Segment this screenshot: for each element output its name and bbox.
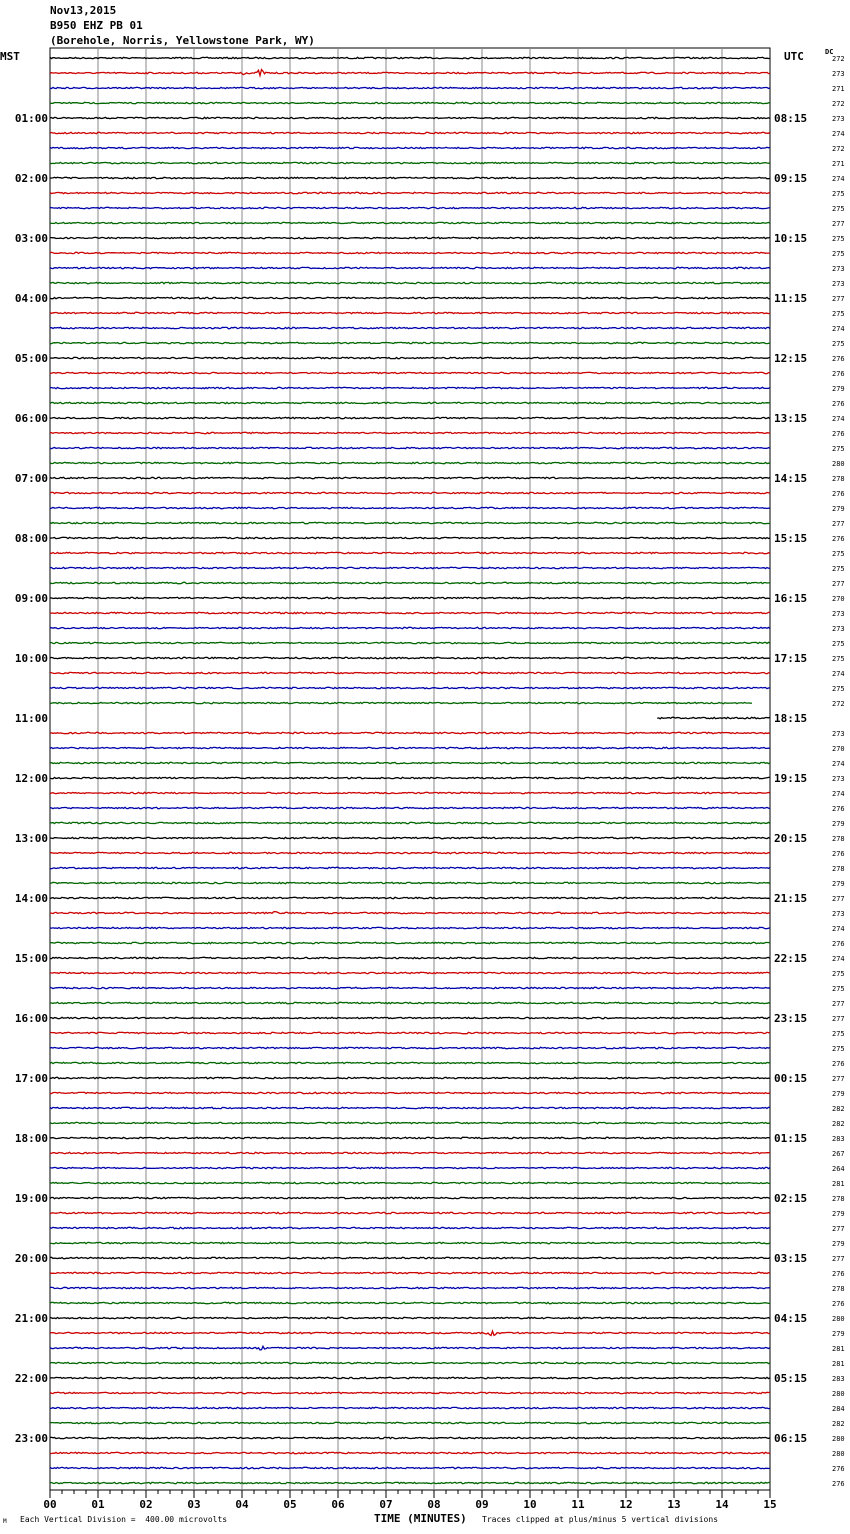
dc-offset-label: 277: [832, 1225, 845, 1233]
trace-line: [50, 522, 770, 523]
trace-line: [50, 132, 770, 133]
trace-line: [50, 1407, 770, 1408]
dc-offset-label: 274: [832, 130, 845, 138]
hour-label-right: 02:15: [774, 1192, 808, 1205]
trace-line: [50, 1152, 770, 1153]
trace-line: [50, 1287, 770, 1288]
dc-offset-label: 277: [832, 1000, 845, 1008]
trace-line: [50, 207, 770, 208]
trace-line: [50, 492, 770, 493]
hour-label-right: 05:15: [774, 1372, 808, 1385]
trace-line: [50, 1362, 770, 1363]
dc-offset-label: 273: [832, 115, 845, 123]
trace-line: [50, 1017, 770, 1018]
trace-line: [50, 147, 770, 148]
hour-label-left: 15:00: [14, 952, 48, 965]
hour-label-left: 19:00: [14, 1192, 48, 1205]
dc-offset-label: 275: [832, 640, 845, 648]
scale-note: Each Vertical Division = 400.00 microvolts: [20, 1515, 228, 1524]
dc-offset-label: 274: [832, 670, 845, 678]
hour-label-left: 10:00: [14, 652, 48, 665]
x-tick-label: 14: [715, 1498, 729, 1511]
trace-line: [50, 267, 770, 268]
dc-offset-label: 278: [832, 865, 845, 873]
trace-line: [50, 1137, 770, 1138]
hour-label-right: 00:15: [774, 1072, 808, 1085]
dc-offset-label: 282: [832, 1420, 845, 1428]
trace-line: [50, 312, 770, 313]
corner-mark: M: [3, 1518, 7, 1525]
dc-offset-label: 281: [832, 1180, 845, 1188]
x-tick-label: 11: [571, 1498, 585, 1511]
trace-line: [50, 222, 770, 223]
trace-line: [50, 1032, 770, 1033]
dc-offset-label: 277: [832, 295, 845, 303]
dc-offset-label: 273: [832, 775, 845, 783]
hour-label-left: 07:00: [14, 472, 48, 485]
trace-line: [50, 237, 770, 238]
trace-line: [50, 957, 770, 958]
trace-line: [50, 777, 770, 778]
trace-line: [50, 792, 770, 793]
trace-line: [50, 1272, 770, 1273]
x-tick-label: 09: [475, 1498, 489, 1511]
dc-offset-label: 275: [832, 655, 845, 663]
dc-offset-label: 267: [832, 1150, 845, 1158]
x-tick-label: 05: [283, 1498, 297, 1511]
dc-offset-label: 272: [832, 55, 845, 63]
dc-offset-label: 281: [832, 1360, 845, 1368]
trace-line: [50, 117, 770, 118]
dc-offset-label: 276: [832, 535, 845, 543]
dc-offset-label: 276: [832, 1270, 845, 1278]
hour-label-right: 09:15: [774, 172, 808, 185]
dc-offset-label: 271: [832, 160, 845, 168]
hour-label-right: 14:15: [774, 472, 808, 485]
hour-label-left: 22:00: [14, 1372, 48, 1385]
dc-offset-label: 273: [832, 625, 845, 633]
trace-line: [50, 732, 770, 733]
x-tick-label: 13: [667, 1498, 681, 1511]
hour-label-left: 23:00: [14, 1432, 48, 1445]
dc-offset-label: 276: [832, 1480, 845, 1488]
dc-offset-label: 279: [832, 1090, 845, 1098]
trace-line: [50, 357, 770, 358]
hour-label-left: 13:00: [14, 832, 48, 845]
dc-column-label: DC: [825, 48, 834, 56]
hour-label-right: 06:15: [774, 1432, 808, 1445]
x-tick-label: 06: [331, 1498, 345, 1511]
trace-line: [50, 1392, 770, 1393]
hour-label-right: 20:15: [774, 832, 808, 845]
trace-line: [50, 762, 770, 763]
trace-line: [50, 582, 770, 583]
dc-offset-label: 277: [832, 580, 845, 588]
x-tick-label: 00: [43, 1498, 57, 1511]
trace-line: [50, 672, 770, 673]
hour-label-left: 04:00: [14, 292, 48, 305]
trace-line: [50, 1182, 770, 1183]
dc-offset-label: 272: [832, 700, 845, 708]
trace-line: [50, 822, 770, 823]
dc-offset-label: 279: [832, 1210, 845, 1218]
trace-line: [50, 1077, 770, 1078]
trace-line: [50, 372, 770, 373]
trace-line: [50, 1227, 770, 1228]
station-code: B950 EHZ PB 01: [50, 19, 143, 32]
dc-offset-label: 276: [832, 490, 845, 498]
trace-line: [50, 1122, 770, 1123]
trace-line: [50, 417, 770, 418]
dc-offset-label: 274: [832, 925, 845, 933]
dc-offset-label: 278: [832, 1195, 845, 1203]
hour-label-right: 04:15: [774, 1312, 808, 1325]
trace-line: [50, 57, 770, 58]
hour-label-right: 15:15: [774, 532, 808, 545]
dc-offset-label: 282: [832, 1105, 845, 1113]
x-tick-label: 08: [427, 1498, 441, 1511]
dc-offset-label: 276: [832, 355, 845, 363]
trace-line: [50, 1212, 770, 1213]
trace-line: [50, 1047, 770, 1048]
chart-date: Nov13,2015: [50, 4, 117, 17]
trace-line: [50, 612, 770, 613]
dc-offset-label: 277: [832, 1255, 845, 1263]
trace-line: [50, 1377, 770, 1378]
trace-line: [50, 852, 770, 853]
hour-label-left: 03:00: [14, 232, 48, 245]
trace-line: [50, 1302, 770, 1303]
trace-line: [50, 1437, 770, 1438]
dc-offset-label: 272: [832, 145, 845, 153]
dc-offset-label: 282: [832, 1120, 845, 1128]
trace-line: [50, 162, 770, 163]
dc-offset-label: 264: [832, 1165, 845, 1173]
dc-offset-label: 276: [832, 805, 845, 813]
trace-line: [50, 1092, 770, 1093]
dc-offset-label: 283: [832, 1135, 845, 1143]
trace-line: [50, 1422, 770, 1423]
hour-label-left: 06:00: [14, 412, 48, 425]
trace-line: [50, 702, 752, 703]
trace-line: [50, 1242, 770, 1243]
dc-offset-label: 275: [832, 310, 845, 318]
trace-line: [50, 462, 770, 463]
dc-offset-label: 275: [832, 970, 845, 978]
trace-line: [50, 432, 770, 433]
hour-label-right: 21:15: [774, 892, 808, 905]
trace-line: [50, 342, 770, 343]
trace-line: [50, 87, 770, 88]
hour-label-left: 01:00: [14, 112, 48, 125]
trace-line: [50, 1452, 770, 1453]
dc-offset-label: 274: [832, 175, 845, 183]
dc-offset-label: 277: [832, 1015, 845, 1023]
dc-offset-label: 279: [832, 820, 845, 828]
dc-offset-label: 275: [832, 205, 845, 213]
trace-line: [50, 282, 770, 283]
clip-note: Traces clipped at plus/minus 5 vertical divisions: [482, 1515, 719, 1524]
hour-label-right: 13:15: [774, 412, 808, 425]
trace-line: [50, 1317, 770, 1318]
dc-offset-label: 276: [832, 400, 845, 408]
dc-offset-label: 280: [832, 460, 845, 468]
trace-line: [50, 927, 770, 928]
dc-offset-label: 277: [832, 220, 845, 228]
dc-offset-label: 280: [832, 1450, 845, 1458]
dc-offset-label: 280: [832, 1435, 845, 1443]
dc-offset-label: 276: [832, 430, 845, 438]
trace-line: [50, 837, 770, 838]
trace-line: [50, 1107, 770, 1108]
dc-offset-label: 270: [832, 595, 845, 603]
dc-offset-label: 271: [832, 85, 845, 93]
trace-line: [50, 252, 770, 253]
trace-line: [50, 1482, 770, 1483]
station-location: (Borehole, Norris, Yellowstone Park, WY): [50, 34, 315, 47]
dc-offset-label: 273: [832, 70, 845, 78]
dc-offset-label: 273: [832, 730, 845, 738]
x-tick-label: 03: [187, 1498, 201, 1511]
dc-offset-label: 278: [832, 1285, 845, 1293]
trace-line: [50, 1257, 770, 1258]
hour-label-right: 17:15: [774, 652, 808, 665]
hour-label-right: 19:15: [774, 772, 808, 785]
x-tick-label: 10: [523, 1498, 537, 1511]
dc-offset-label: 275: [832, 1045, 845, 1053]
hour-label-left: 14:00: [14, 892, 48, 905]
trace-line: [50, 1346, 770, 1350]
hour-label-left: 08:00: [14, 532, 48, 545]
dc-offset-label: 279: [832, 880, 845, 888]
trace-line: [50, 387, 770, 388]
dc-offset-label: 276: [832, 1465, 845, 1473]
trace-line: [50, 402, 770, 403]
dc-offset-label: 275: [832, 1030, 845, 1038]
hour-label-right: 22:15: [774, 952, 808, 965]
hour-label-right: 08:15: [774, 112, 808, 125]
dc-offset-label: 281: [832, 1345, 845, 1353]
dc-offset-label: 277: [832, 520, 845, 528]
plot-frame: [50, 48, 770, 1490]
dc-offset-label: 280: [832, 1315, 845, 1323]
hour-label-left: 09:00: [14, 592, 48, 605]
left-timezone-label: MST: [0, 50, 20, 63]
dc-offset-label: 278: [832, 475, 845, 483]
dc-offset-label: 273: [832, 610, 845, 618]
trace-line: [50, 1002, 770, 1003]
trace-line: [50, 297, 770, 298]
hour-label-right: 03:15: [774, 1252, 808, 1265]
dc-offset-label: 277: [832, 1075, 845, 1083]
trace-line: [50, 597, 770, 598]
dc-offset-label: 273: [832, 265, 845, 273]
dc-offset-label: 276: [832, 850, 845, 858]
trace-line: [50, 642, 770, 643]
dc-offset-label: 275: [832, 445, 845, 453]
dc-offset-label: 274: [832, 955, 845, 963]
dc-offset-label: 279: [832, 385, 845, 393]
hour-label-left: 11:00: [14, 712, 48, 725]
trace-line: [50, 897, 770, 898]
trace-line: [50, 912, 770, 914]
dc-offset-label: 275: [832, 190, 845, 198]
dc-offset-label: 283: [832, 1375, 845, 1383]
trace-line: [50, 447, 770, 448]
trace-line: [50, 747, 770, 748]
dc-offset-label: 270: [832, 745, 845, 753]
dc-offset-label: 275: [832, 685, 845, 693]
hour-label-left: 02:00: [14, 172, 48, 185]
hour-label-right: 12:15: [774, 352, 808, 365]
x-tick-label: 07: [379, 1498, 393, 1511]
trace-line: [50, 327, 770, 328]
hour-label-left: 20:00: [14, 1252, 48, 1265]
hour-label-right: 18:15: [774, 712, 808, 725]
right-timezone-label: UTC: [784, 50, 804, 63]
dc-offset-label: 274: [832, 325, 845, 333]
dc-offset-label: 273: [832, 280, 845, 288]
dc-offset-label: 276: [832, 1300, 845, 1308]
x-tick-label: 15: [763, 1498, 777, 1511]
hour-label-left: 17:00: [14, 1072, 48, 1085]
trace-line: [50, 987, 770, 988]
trace-line: [50, 1167, 770, 1168]
hour-label-right: 11:15: [774, 292, 808, 305]
trace-line: [50, 1062, 770, 1063]
dc-offset-label: 275: [832, 235, 845, 243]
dc-offset-label: 272: [832, 100, 845, 108]
trace-line: [50, 972, 770, 973]
trace-line: [50, 627, 770, 628]
trace-line: [50, 567, 770, 568]
trace-line: [50, 687, 770, 688]
dc-offset-label: 275: [832, 565, 845, 573]
trace-line: [50, 1331, 770, 1335]
trace-line: [50, 477, 770, 478]
x-tick-label: 01: [91, 1498, 105, 1511]
hour-label-right: 16:15: [774, 592, 808, 605]
trace-line: [50, 882, 770, 883]
trace-line: [50, 552, 770, 553]
dc-offset-label: 279: [832, 1240, 845, 1248]
trace-line: [50, 807, 770, 808]
x-tick-label: 02: [139, 1498, 153, 1511]
dc-offset-label: 279: [832, 1330, 845, 1338]
trace-line: [50, 1197, 770, 1198]
hour-label-right: 01:15: [774, 1132, 808, 1145]
dc-offset-label: 284: [832, 1405, 845, 1413]
dc-offset-label: 277: [832, 895, 845, 903]
dc-offset-label: 275: [832, 550, 845, 558]
x-tick-label: 12: [619, 1498, 633, 1511]
hour-label-left: 12:00: [14, 772, 48, 785]
dc-offset-label: 278: [832, 835, 845, 843]
hour-label-left: 21:00: [14, 1312, 48, 1325]
dc-offset-label: 279: [832, 505, 845, 513]
hour-label-left: 16:00: [14, 1012, 48, 1025]
dc-offset-label: 273: [832, 910, 845, 918]
dc-offset-label: 275: [832, 985, 845, 993]
x-axis-title: TIME (MINUTES): [374, 1512, 467, 1525]
trace-line: [50, 192, 770, 193]
dc-offset-label: 275: [832, 340, 845, 348]
trace-line: [50, 657, 770, 658]
dc-offset-label: 274: [832, 760, 845, 768]
dc-offset-label: 276: [832, 370, 845, 378]
dc-offset-label: 275: [832, 250, 845, 258]
trace-line: [50, 507, 770, 508]
hour-label-right: 10:15: [774, 232, 808, 245]
dc-offset-label: 280: [832, 1390, 845, 1398]
dc-offset-label: 276: [832, 940, 845, 948]
trace-line: [50, 1467, 770, 1468]
trace-line: [50, 942, 770, 943]
hour-label-left: 05:00: [14, 352, 48, 365]
dc-offset-label: 276: [832, 1060, 845, 1068]
dc-offset-label: 274: [832, 790, 845, 798]
trace-line: [50, 102, 770, 103]
trace-line: [50, 537, 770, 538]
trace-line: [50, 70, 770, 76]
trace-line: [50, 177, 770, 178]
hour-label-left: 18:00: [14, 1132, 48, 1145]
x-tick-label: 04: [235, 1498, 249, 1511]
trace-line: [50, 867, 770, 868]
dc-offset-label: 274: [832, 415, 845, 423]
hour-label-right: 23:15: [774, 1012, 808, 1025]
